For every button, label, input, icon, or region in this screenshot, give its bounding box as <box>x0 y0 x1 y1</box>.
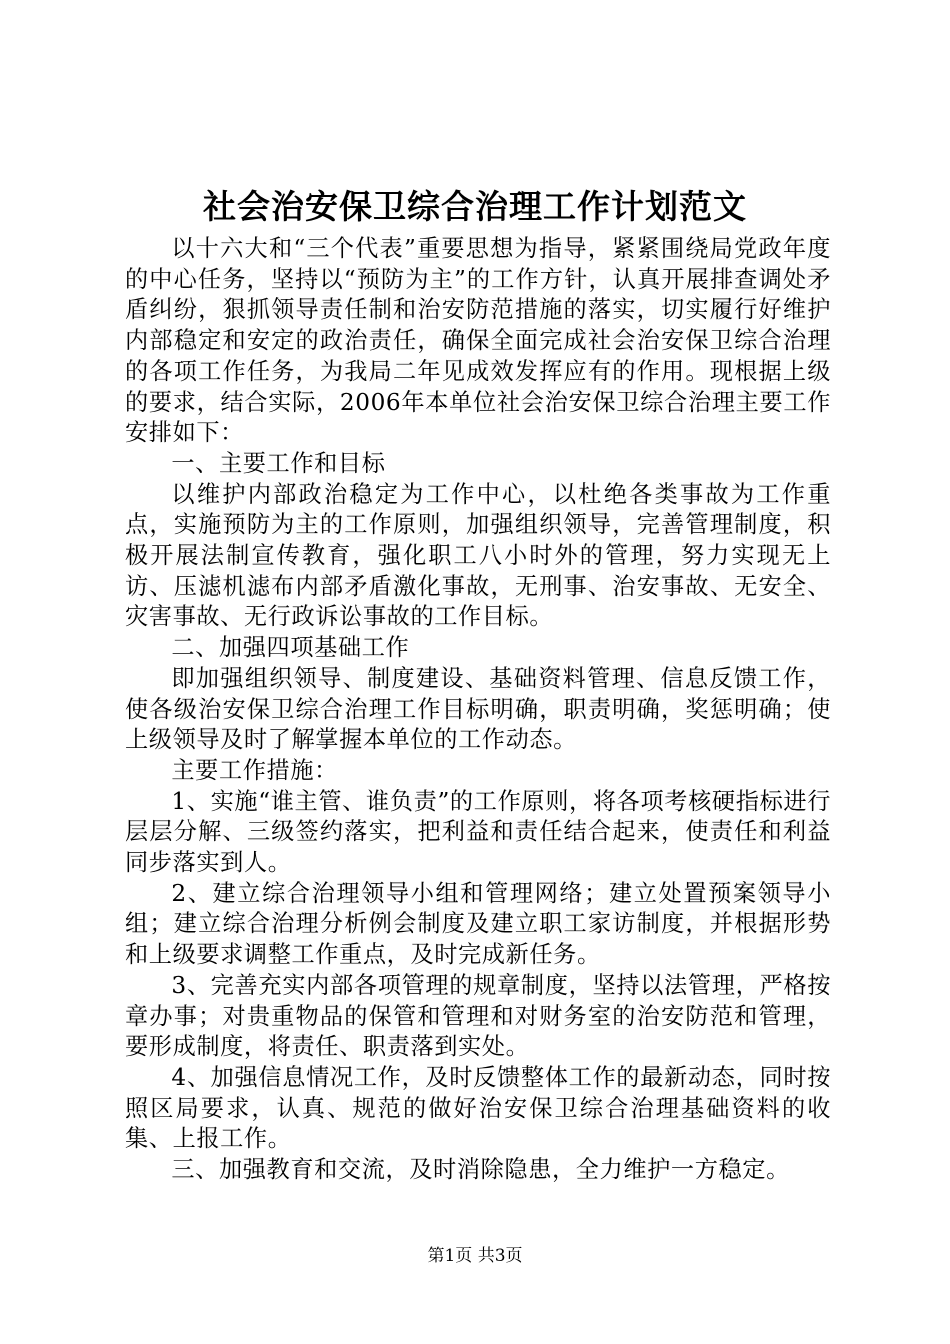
section-heading-2: 二、加强四项基础工作 <box>171 634 410 662</box>
section-heading-1: 一、主要工作和目标 <box>171 449 386 477</box>
measure-item-4: 4、加强信息情况工作，及时反馈整体工作的最新动态，同时按照区局要求，认真、规范的做好治安保卫综合治理基础资料的收集、上报工作。 <box>125 1063 831 1153</box>
measure-item-2: 2、建立综合治理领导小组和管理网络；建立处置预案领导小组；建立综合治理分析例会制度及建立职工家访制度，并根据形势和上级要求调整工作重点，及时完成新任务。 <box>125 879 831 969</box>
paragraph-goals: 以维护内部政治稳定为工作中心，以杜绝各类事故为工作重点，实施预防为主的工作原则，加强组织领导，完善管理制度，积极开展法制宣传教育，强化职工八小时外的管理，努力实现无上访、压滤机滤布内部矛盾激化事故，无刑事、治安事故、无安全、灾害事故、无行政诉讼事故的工作目标。 <box>125 480 831 631</box>
paragraph-intro: 以十六大和“三个代表”重要思想为指导，紧紧围绕局党政年度的中心任务，坚持以“预防为主”的工作方针，认真开展排查调处矛盾纠纷，狠抓领导责任制和治安防范措施的落实，切实履行好维护内部稳定和安定的政治责任，确保全面完成社会治安保卫综合治理的各项工作任务，为我局二年见成效发挥应有的作用。现根据上级的要求，结合实际，2006年本单位社会治安保卫综合治理主要工作安排如下： <box>125 235 831 447</box>
section-heading-3: 三、加强教育和交流，及时消除隐患，全力维护一方稳定。 <box>171 1156 790 1184</box>
measure-item-3: 3、完善充实内部各项管理的规章制度，坚持以法管理，严格按章办事；对贵重物品的保管和管理和对财务室的治安防范和管理，要形成制度，将责任、职责落到实处。 <box>125 971 831 1061</box>
paragraph-foundations: 即加强组织领导、制度建设、基础资料管理、信息反馈工作，使各级治安保卫综合治理工作目标明确，职责明确，奖惩明确；使上级领导及时了解掌握本单位的工作动态。 <box>125 664 831 754</box>
document-body <box>125 234 831 1186</box>
measure-item-1: 1、实施“谁主管、谁负责”的工作原则，将各项考核硬指标进行层层分解、三级签约落实，把利益和责任结合起来，使责任和利益同步落实到人。 <box>125 787 831 877</box>
subheading-measures: 主要工作措施： <box>171 756 338 784</box>
page-number-footer: 第1页 共3页 <box>427 1246 523 1266</box>
document-title: 社会治安保卫综合治理工作计划范文 <box>203 187 747 226</box>
